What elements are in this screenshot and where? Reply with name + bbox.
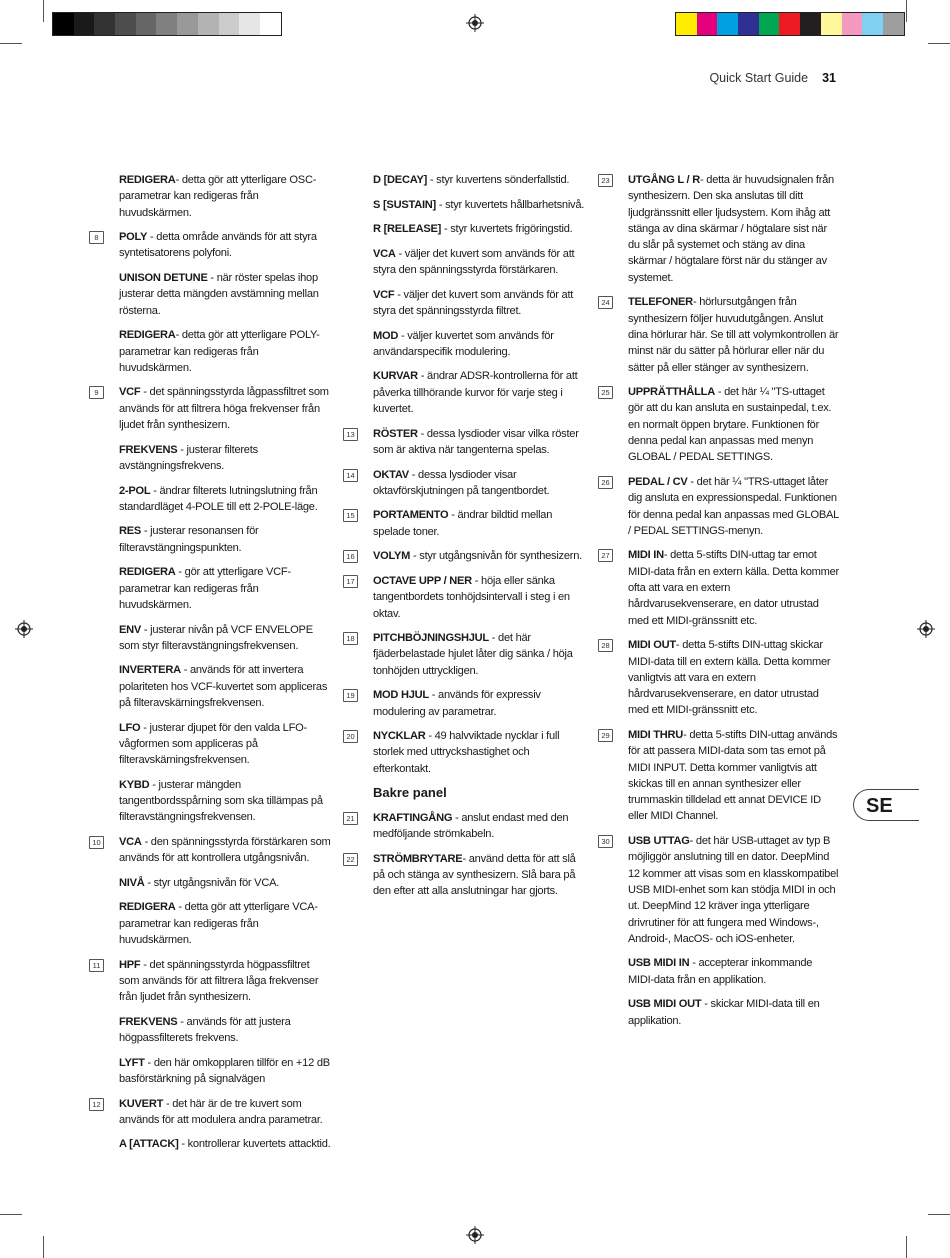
feature-text: - det spänningsstyrda högpassfiltret som används för att filtrera låga frekvenser från ljudet från synthesizern. [119, 958, 319, 1004]
feature-term: REDIGERA [119, 901, 176, 914]
feature-description [628, 996, 840, 1029]
feature-text: - justerar mängden tangentbordsspårning som ska tillämpas på filteravstängningsfrekvensen. [119, 778, 323, 824]
feature-text: - detta är huvudsignalen från synthesizern. Den ska anslutas till ditt ljudgränssnitt eller ljudsystem. Kom ihåg att stänga av dina skärmar / högtalare sist när du slår på systemet och stäng av dina skärmar / högtalare först när du stänger av systemet. [628, 174, 834, 284]
feature-term: R [RELEASE] [373, 223, 442, 236]
color-swatch [883, 13, 904, 35]
feature-text: - när röster spelas ihop justerar detta mängden avstämning mellan rösterna. [119, 272, 319, 317]
callout-number: 20 [343, 730, 358, 743]
feature-text: - accepterar inkommande MIDI-data från en applikation. [628, 957, 813, 986]
gray-color-bar [52, 12, 282, 36]
feature-term: VCA [373, 247, 396, 260]
feature-description [92, 1096, 331, 1129]
feature-term: A [ATTACK] [119, 1138, 179, 1151]
feature-term: MOD HJUL [373, 689, 429, 702]
registration-mark-icon [15, 620, 33, 638]
feature-term: UTGÅNG L / R [628, 174, 700, 186]
feature-text: - ändrar ADSR-kontrollerna för att påverka tillhörande kurvor för varje steg i kuvertet. [373, 370, 578, 416]
feature-text: - detta 5-stifts DIN-uttag används för att passera MIDI-data som tas emot på MIDI INPUT. Detta kommer vanligtvis att skickas till en annan synthesizer eller trummaskin tilldelad ett annat DEVICE ID eller MIDI Channel. [628, 728, 838, 823]
feature-description [346, 548, 585, 564]
feature-term: MOD [373, 329, 399, 342]
feature-description [373, 246, 585, 279]
feature-description [373, 328, 585, 361]
feature-term: MIDI OUT [628, 639, 676, 652]
feature-description [601, 294, 840, 375]
callout-number: 19 [343, 689, 358, 702]
feature-text: - styr utgångsnivån för synthesizern. [410, 550, 582, 563]
feature-text: - detta gör att ytterligare VCA-parametrar kan redigeras från huvudskärmen. [119, 901, 318, 947]
feature-description [373, 197, 585, 213]
feature-term: MIDI THRU [628, 728, 684, 741]
feature-description [119, 899, 331, 948]
callout-number: 8 [89, 231, 104, 244]
feature-text: - detta gör att ytterligare OSC-parametrar kan redigeras från huvudskärmen. [119, 174, 317, 219]
feature-term: LYFT [119, 1056, 145, 1069]
callout-number: 30 [598, 835, 613, 848]
feature-description [601, 547, 840, 628]
feature-term: STRÖMBRYTARE [373, 852, 463, 865]
feature-term: INVERTERA [119, 664, 181, 677]
callout-number: 10 [89, 836, 104, 849]
cmyk-color-bar [675, 12, 905, 36]
feature-description [119, 172, 331, 221]
feature-text: - väljer det kuvert som används för att styra det spänningsstyrda filtret. [373, 288, 574, 317]
feature-description [119, 875, 331, 891]
callout-number: 29 [598, 729, 613, 742]
feature-text: - det här ¼ "TRS-uttaget låter dig ansluta en expressionspedal. Funktionen för denna pedal kan anpassas med GLOBAL / PEDAL SETTINGS-menyn. [628, 475, 839, 537]
color-swatch [156, 13, 177, 35]
registration-mark-icon [917, 620, 935, 638]
feature-description [119, 777, 331, 826]
feature-description [119, 1014, 331, 1047]
feature-description [346, 728, 585, 777]
feature-term: D [DECAY] [373, 174, 428, 186]
feature-description [94, 229, 331, 262]
feature-term: REDIGERA [119, 566, 176, 579]
feature-term: VCA [119, 835, 142, 848]
feature-text: - används för att justera högpassfilterets frekvens. [119, 1015, 291, 1045]
color-swatch [779, 13, 800, 35]
feature-description [346, 810, 585, 843]
crop-mark [0, 43, 22, 44]
color-swatch [94, 13, 115, 35]
feature-term: MIDI IN [628, 549, 664, 562]
feature-term: TELEFONER [628, 296, 693, 309]
feature-text: - det här är de tre kuvert som används för att modulera andra parametrar. [119, 1097, 323, 1126]
callout-number: 23 [598, 174, 613, 187]
feature-description [601, 833, 840, 947]
color-swatch [115, 13, 136, 35]
feature-description [119, 442, 331, 475]
crop-mark [0, 1214, 22, 1215]
feature-term: UNISON DETUNE [119, 272, 208, 285]
color-swatch [198, 13, 219, 35]
callout-number: 16 [343, 550, 358, 563]
color-swatch [676, 13, 697, 35]
section-heading: Bakre panel [373, 785, 447, 801]
feature-description [346, 573, 585, 622]
feature-text: - styr utgångsnivån för VCA. [144, 876, 280, 889]
callout-number: 15 [343, 509, 358, 522]
feature-text: - den spänningsstyrda förstärkaren som används för att kontrollera utgångsnivån. [119, 835, 331, 865]
feature-term: USB MIDI IN [628, 957, 690, 970]
crop-mark [43, 0, 44, 22]
crop-mark [43, 1236, 44, 1258]
feature-description [119, 523, 331, 556]
color-swatch [219, 13, 240, 35]
callout-number: 28 [598, 639, 613, 652]
feature-term: REDIGERA [119, 174, 176, 186]
feature-text: - väljer det kuvert som används för att styra den spänningsstyrda förstärkaren. [373, 247, 575, 277]
feature-text: - detta 5-stifts DIN-uttag skickar MIDI-data till en extern källa. Detta kommer vanligtvis att vara en extern hårdvarusekvenserare, en dator utrustad med ett MIDI-gränssnitt etc. [628, 639, 831, 717]
registration-mark-icon [466, 1226, 484, 1244]
feature-term: PITCHBÖJNINGSHJUL [373, 632, 489, 645]
feature-term: UPPRÄTTHÅLLA [628, 386, 715, 399]
feature-description [119, 1136, 331, 1152]
feature-description [94, 384, 331, 433]
feature-term: RES [119, 525, 142, 538]
color-swatch [74, 13, 95, 35]
feature-text: - justerar nivån på VCF ENVELOPE som styr filteravstängningsfrekvensen. [119, 623, 313, 652]
feature-description [346, 467, 585, 500]
callout-number: 13 [343, 428, 358, 441]
callout-number: 17 [343, 575, 358, 588]
color-swatch [239, 13, 260, 35]
feature-text: - dessa lysdioder visar vilka röster som är aktiva när tangenterna spelas. [373, 427, 579, 456]
feature-description [628, 955, 840, 988]
feature-text: - justerar resonansen för filteravstängningspunkten. [119, 525, 259, 554]
color-swatch [53, 13, 74, 35]
feature-description [346, 630, 585, 679]
feature-text: - skickar MIDI-data till en applikation. [628, 998, 820, 1027]
callout-number: 14 [343, 469, 358, 482]
callout-number: 27 [598, 549, 613, 562]
feature-term: KYBD [119, 778, 150, 791]
feature-term: USB UTTAG [628, 835, 690, 848]
feature-description [373, 172, 585, 188]
feature-text: - 49 halvviktade nycklar i full storlek med uttryckshastighet och efterkontakt. [373, 730, 560, 775]
feature-description [119, 270, 331, 319]
feature-text: - gör att ytterligare VCF-parametrar kan redigeras från huvudskärmen. [119, 566, 291, 611]
color-swatch [697, 13, 718, 35]
color-swatch [842, 13, 863, 35]
callout-number: 22 [343, 853, 358, 866]
feature-text: - det här ¼ "TS-uttaget gör att du kan ansluta en sustainpedal, t.ex. en normalt öppen brytare. Funktionen för denna pedal kan anpassas med menyn GLOBAL / PEDAL SETTINGS. [628, 386, 832, 464]
document-title: Quick Start Guide [709, 71, 809, 85]
feature-description [601, 474, 840, 539]
feature-term: POLY [119, 231, 148, 244]
feature-term: ENV [119, 623, 142, 636]
feature-description [346, 426, 585, 459]
callout-number: 11 [89, 959, 104, 972]
feature-description [119, 622, 331, 655]
feature-text: - den här omkopplaren tillför en +12 dB basförstärkning på signalvägen [119, 1056, 330, 1085]
feature-description [346, 507, 585, 540]
feature-text: - används för att invertera polariteten hos VCF-kuvertet som appliceras på filteravskärningsfrekvensen. [119, 664, 328, 709]
feature-text: - styr kuvertets frigöringstid. [441, 223, 573, 236]
color-swatch [759, 13, 780, 35]
feature-text: - ändrar bildtid mellan spelade toner. [373, 509, 553, 538]
callout-number: 21 [343, 812, 358, 825]
feature-text: - det här fjäderbelastade hjulet låter dig sänka / höja tonhöjden uttryckligen. [373, 632, 573, 677]
feature-term: VCF [119, 386, 141, 399]
feature-text: - anslut endast med den medföljande strömkabeln. [373, 811, 569, 840]
registration-mark-icon [466, 14, 484, 32]
text-column-2 [346, 172, 585, 908]
feature-term: S [SUSTAIN] [373, 198, 436, 211]
callout-number: 9 [89, 386, 104, 399]
feature-term: NYCKLAR [373, 730, 426, 743]
feature-text: - väljer kuvertet som används för användarspecifik modulering. [373, 329, 554, 358]
feature-term: REDIGERA [119, 329, 176, 342]
crop-mark [928, 43, 950, 44]
color-swatch [862, 13, 883, 35]
feature-term: USB MIDI OUT [628, 998, 702, 1011]
feature-description [346, 687, 585, 720]
feature-term: OCTAVE UPP / NER [373, 574, 472, 587]
feature-term: VOLYM [373, 550, 411, 563]
page-number: 31 [822, 71, 836, 85]
feature-description [373, 368, 585, 417]
color-swatch [177, 13, 198, 35]
feature-term: VCF [373, 288, 395, 301]
feature-text: - styr kuvertets hållbarhetsnivå. [436, 198, 585, 211]
feature-term: RÖSTER [373, 427, 418, 440]
feature-description [119, 327, 331, 376]
feature-description [119, 1055, 331, 1088]
feature-text: - detta 5-stifts DIN-uttag tar emot MIDI-data från en extern källa. Detta kommer ofta att vara en extern hårdvarusekvenserare, en dator utrustad med ett MIDI-gränssnitt etc. [628, 549, 839, 627]
feature-description [92, 834, 331, 867]
feature-text: - använd detta för att slå på och stänga av synthesizern. Slå bara på den efter att alla anslutningar har gjorts. [373, 852, 576, 898]
feature-term: PORTAMENTO [373, 509, 449, 522]
callout-number: 25 [598, 386, 613, 399]
feature-term: HPF [119, 958, 141, 971]
feature-term: OKTAV [373, 468, 409, 481]
color-swatch [717, 13, 738, 35]
color-swatch [738, 13, 759, 35]
feature-description [601, 172, 840, 286]
feature-text: - justerar djupet för den valda LFO-vågformen som appliceras på filteravskärningsfrekvensen. [119, 721, 307, 767]
crop-mark [928, 1214, 950, 1215]
feature-text: - ändrar filterets lutningslutning från standardläget 4-POLE till ett 2-POLE-läge. [119, 484, 318, 513]
feature-term: KURVAR [373, 370, 418, 383]
feature-description [119, 483, 331, 516]
feature-description [119, 662, 331, 711]
feature-text: - hörlursutgången från synthesizern följer huvudutgången. Anslut dina hörlurar här. Se till att volymkontrollen är minst när du sätter på hörlurar eller när du sätter på eller stänger av synthesizern. [628, 296, 839, 374]
feature-description [373, 221, 585, 237]
feature-description [373, 287, 585, 320]
callout-number: 18 [343, 632, 358, 645]
text-column-3 [601, 172, 840, 1037]
page-header [709, 71, 836, 85]
feature-term: FREKVENS [119, 443, 178, 456]
text-column-1 [92, 172, 331, 1161]
feature-text: - dessa lysdioder visar oktavförskjutningen på tangentbordet. [373, 468, 550, 497]
feature-term: KRAFTINGÅNG [373, 811, 453, 824]
feature-description [346, 851, 585, 900]
feature-text: - höja eller sänka tangentbordets tonhöjdsintervall i steg i en oktav. [373, 574, 570, 620]
feature-term: PEDAL / CV [628, 475, 688, 488]
callout-number: 24 [598, 296, 613, 309]
color-swatch [800, 13, 821, 35]
feature-description [92, 957, 331, 1006]
feature-description [119, 564, 331, 613]
feature-term: NIVÅ [119, 876, 145, 889]
callout-number: 26 [598, 476, 613, 489]
color-swatch [136, 13, 157, 35]
color-swatch [821, 13, 842, 35]
feature-text: - detta gör att ytterligare POLY-parametrar kan redigeras från huvudskärmen. [119, 329, 320, 374]
feature-term: LFO [119, 721, 141, 734]
feature-term: FREKVENS [119, 1015, 178, 1028]
feature-term: 2-POL [119, 484, 151, 497]
feature-text: - det här USB-uttaget av typ B möjliggör anslutning till en dator. DeepMind 12 kommer att visas som en klasskompatibel USB MIDI-enhet som kan stödja MIDI in och ut. DeepMind 12 kräver inga ytterligare drivrutiner för att fungera med Windows-, Android-, MacOS- och iOS-enheter. [628, 835, 839, 945]
crop-mark [906, 0, 907, 22]
language-tab: SE [853, 789, 919, 821]
feature-description [601, 637, 840, 718]
color-swatch [260, 13, 281, 35]
feature-text: - justerar filterets avstängningsfrekvens. [119, 443, 258, 472]
feature-text: - används för expressiv modulering av parametrar. [373, 689, 541, 718]
feature-description [119, 720, 331, 769]
feature-text: - styr kuvertens sönderfallstid. [427, 174, 570, 186]
callout-number: 12 [89, 1098, 104, 1111]
feature-description [601, 384, 840, 465]
feature-term: KUVERT [119, 1097, 164, 1110]
feature-text: - det spänningsstyrda lågpassfiltret som används för att filtrera höga frekvenser från ljudet från synthesizern. [119, 386, 329, 432]
crop-mark [906, 1236, 907, 1258]
feature-text: - detta område används för att styra syntetisatorens polyfoni. [119, 231, 317, 260]
feature-text: - kontrollerar kuvertets attacktid. [178, 1138, 331, 1151]
feature-description [601, 727, 840, 825]
